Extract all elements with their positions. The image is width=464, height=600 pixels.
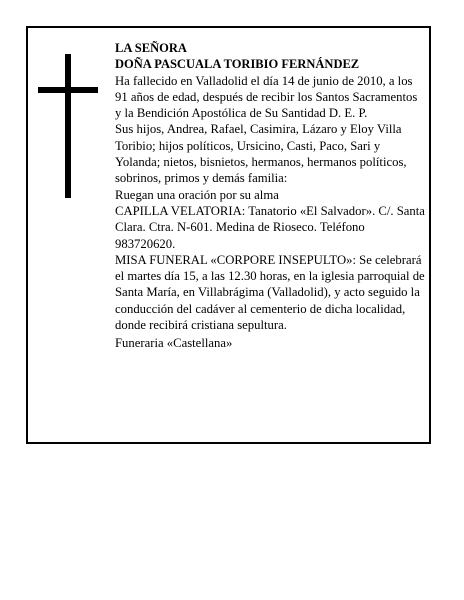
- death-announcement: Ha fallecido en Valladolid el día 14 de junio de 2010, a los 91 años de edad, después de recibir los Santos Sacramentos y la Bendición Apostólica de Su Santidad D. E. P.: [115, 73, 418, 121]
- chapel-info: CAPILLA VELATORIA: Tanatorio «El Salvador». C/. Santa Clara. Ctra. N-601. Medina de Rioseco. Teléfono 983720620.: [115, 203, 425, 251]
- family-list: Sus hijos, Andrea, Rafael, Casimira, Lázaro y Eloy Villa Toribio; hijos políticos, Ursicino, Casti, Paco, Sari y Yolanda; nietos, bisnietos, hermanos, hermanos políticos, sobrinos, primos y demás familia:: [115, 122, 407, 186]
- cross-horizontal-bar: [38, 87, 98, 93]
- obituary-text: [115, 40, 425, 352]
- deceased-name: DOÑA PASCUALA TORIBIO FERNÁNDEZ: [115, 57, 360, 72]
- notice-title: LA SEÑORA: [115, 41, 187, 55]
- funeral-home: Funeraria «Castellana»: [115, 336, 233, 351]
- funeral-mass-info: MISA FUNERAL «CORPORE INSEPULTO»: Se celebrará el martes día 15, a las 12.30 horas, en la iglesia parroquial de Santa María, en Villabrágima (Valladolid), y acto seguido la conducción del cadáver al cementerio de dicha localidad, donde recibirá cristiana sepultura.: [115, 252, 425, 333]
- prayer-request: Ruegan una oración por su alma: [115, 187, 279, 202]
- cross-vertical-bar: [65, 54, 71, 198]
- cross-icon: [38, 54, 98, 198]
